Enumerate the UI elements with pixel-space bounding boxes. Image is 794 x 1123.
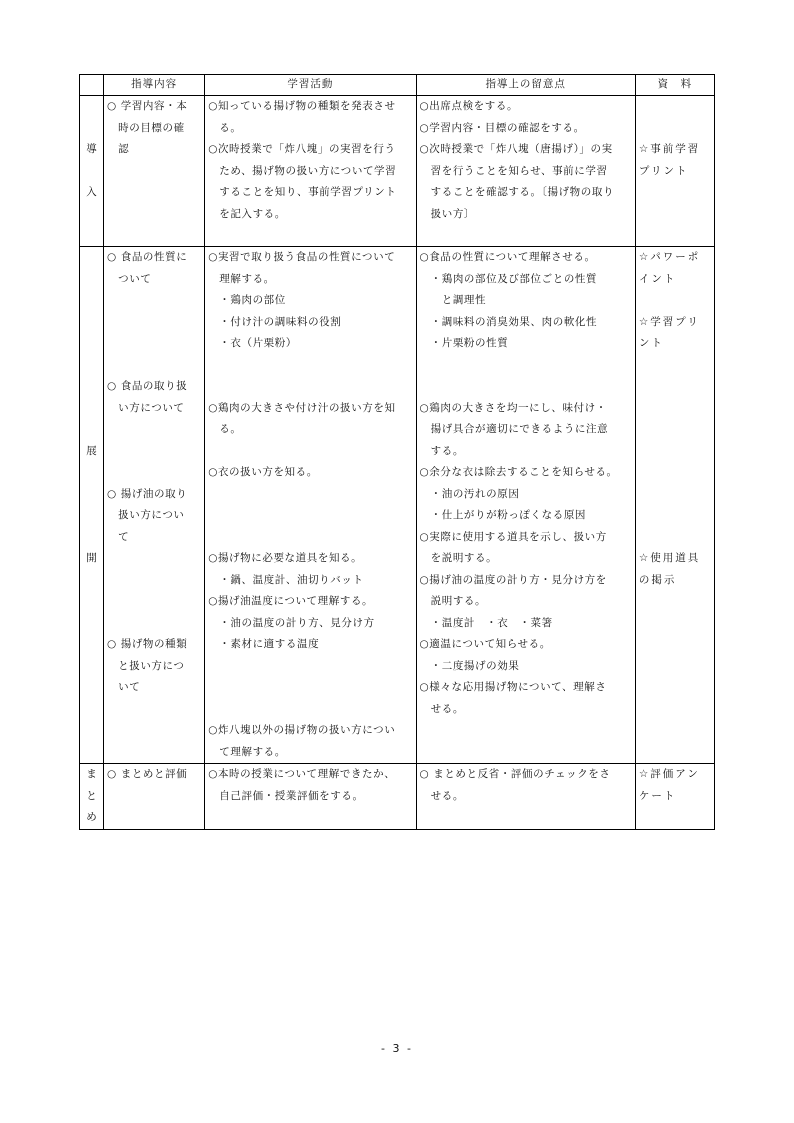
lesson-plan-table	[79, 74, 715, 830]
learning-activity-text: ○知っている揚げ物の種類を発表させ る。 ○次時授業で「炸八塊」の実習を行う ため、揚げ物の扱い方について学習 することを知り、事前学習プリント を記入する。	[208, 100, 397, 220]
learning-activity-text: ○炸八塊以外の揚げ物の扱い方につい て理解する。	[208, 724, 396, 758]
teaching-content-text: ○ まとめと評価	[107, 768, 188, 780]
teaching-notes-text: ○様々な応用揚げ物について、理解さ せる。	[419, 681, 607, 715]
notes-cell	[416, 764, 635, 830]
header-stage	[80, 75, 104, 96]
stage-label: 展 開	[86, 444, 97, 564]
material-cell	[635, 247, 714, 764]
learning-activity-text: ○実習で取り扱う食品の性質について 理解する。 ・鶏肉の部位 ・付け汁の調味料の役割 ・衣（片栗粉）	[208, 251, 396, 349]
stage-cell	[80, 247, 104, 764]
material-text: ☆パワーポ イント ☆学習プリ ント	[638, 251, 701, 349]
activity-cell	[205, 764, 416, 830]
teaching-notes-text: ○ まとめと反省・評価のチェックをさ せる。	[419, 768, 611, 802]
table-row-introduction	[80, 96, 715, 247]
content-cell	[104, 96, 205, 247]
header-teaching-content: 指導内容	[104, 75, 205, 96]
teaching-content-text: ○ 食品の取り扱 い方について	[107, 380, 188, 414]
material-text: ☆事前学習 プリント	[638, 143, 701, 177]
stage-label: ま と め	[86, 768, 97, 823]
teaching-content-text: ○ 食品の性質に ついて	[107, 251, 188, 285]
material-text: ☆評価アン ケート	[638, 768, 700, 802]
material-text: ☆使用道具 の掲示	[638, 552, 701, 586]
teaching-notes-text: ○鶏肉の大きさを均一にし、味付け・ 揚げ具合が適切にできるように注意 する。 ○余分な衣は除去することを知らせる。 ・油の汚れの原因 ・仕上がりが粉っぽくなる原因	[419, 401, 618, 521]
page-number: - 3 -	[381, 1042, 413, 1055]
notes-cell	[416, 96, 635, 247]
activity-cell	[205, 96, 416, 247]
teaching-notes-text: ○出席点検をする。 ○学習内容・目標の確認をする。 ○次時授業で「炸八塊（唐揚げ）」の実 習を行うことを知らせ、事前に学習 することを確認する。〔揚げ物の取り 扱い方〕	[419, 100, 615, 220]
stage-label: 導 入	[86, 143, 97, 198]
table-row-summary	[80, 764, 715, 830]
learning-activity-text: ○本時の授業について理解できたか、 自己評価・授業評価をする。	[208, 768, 396, 802]
table-header-row	[80, 75, 715, 96]
learning-activity-text: ○揚げ物に必要な道具を知る。 ・鍋、温度計、油切りバット ○揚げ油温度について理解する。 ・油の温度の計り方、見分け方 ・素材に適する温度	[208, 552, 375, 650]
header-materials: 資 料	[635, 75, 714, 96]
material-cell	[635, 764, 714, 830]
stage-cell	[80, 764, 104, 830]
content-cell	[104, 764, 205, 830]
stage-cell	[80, 96, 104, 247]
teaching-content-text: ○ 揚げ物の種類 と扱い方につ いて	[107, 638, 188, 693]
content-cell	[104, 247, 205, 764]
table-row-development	[80, 247, 715, 764]
activity-cell	[205, 247, 416, 764]
learning-activity-text: ○鶏肉の大きさや付け汁の扱い方を知 る。 ○衣の扱い方を知る。	[208, 401, 396, 478]
material-cell	[635, 96, 714, 247]
header-teaching-notes: 指導上の留意点	[416, 75, 635, 96]
teaching-content-text: ○ 揚げ油の取り 扱い方につい て	[107, 487, 188, 543]
teaching-notes-text: ○食品の性質について理解させる。 ・鶏肉の部位及び部位ごとの性質 と調理性 ・調味料の消臭効果、肉の軟化性 ・片栗粉の性質	[419, 251, 598, 349]
header-learning-activity: 学習活動	[205, 75, 416, 96]
teaching-notes-text: ○実際に使用する道具を示し、扱い方 を説明する。 ○揚げ油の温度の計り方・見分け方を 説明する。 ・温度計 ・衣 ・菜箸 ○適温について知らせる。 ・二度揚げの効果	[419, 530, 607, 672]
notes-cell	[416, 247, 635, 764]
teaching-content-text: ○ 学習内容・本 時の目標の確 認	[107, 100, 188, 155]
